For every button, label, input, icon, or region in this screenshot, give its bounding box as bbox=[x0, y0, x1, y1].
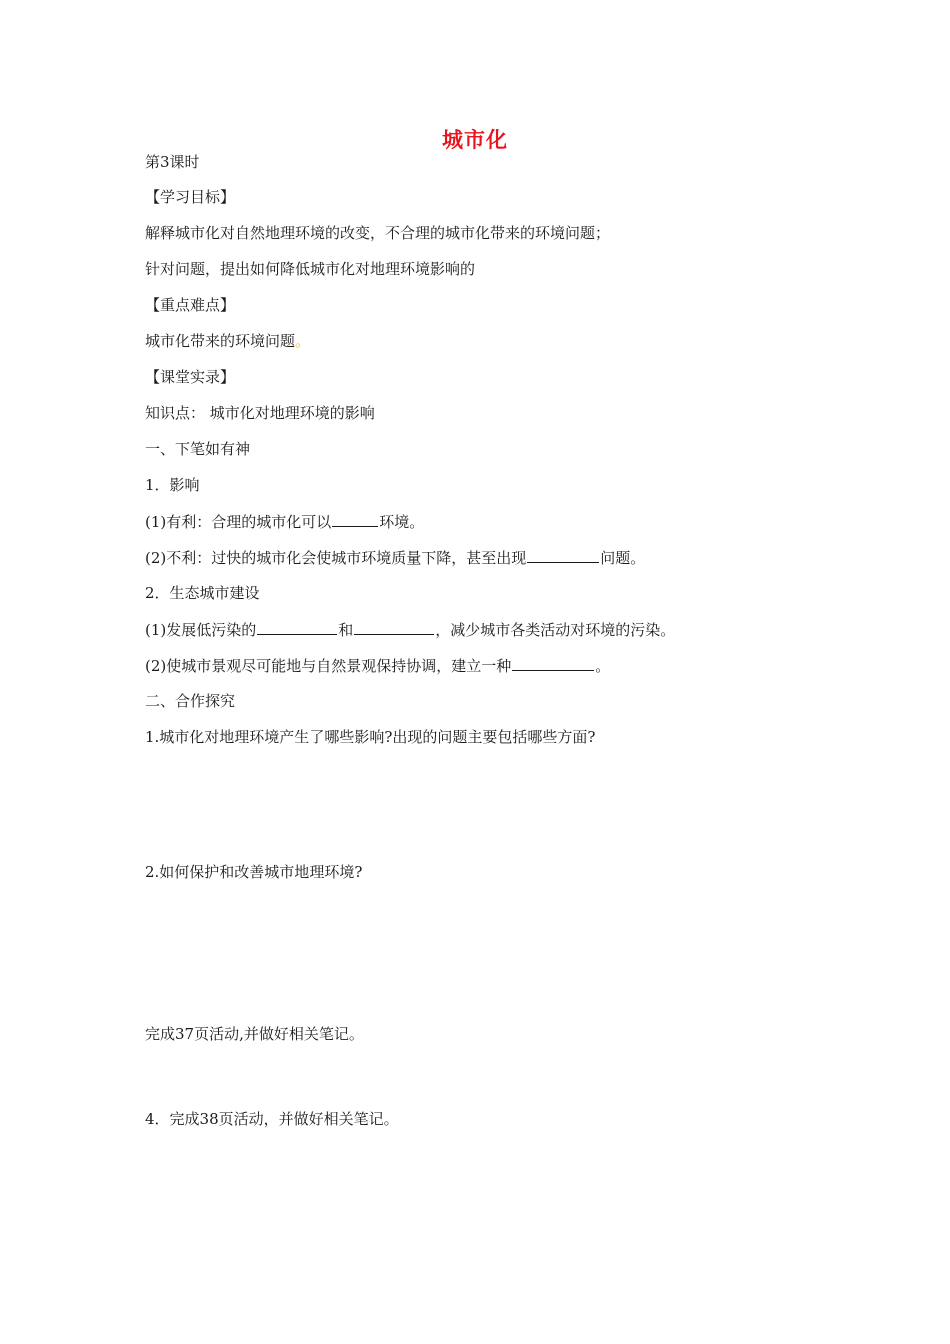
fill-blank-1[interactable] bbox=[332, 511, 378, 527]
item-2-1-text-b: 和 bbox=[338, 621, 354, 639]
goals-heading: 【学习目标】 bbox=[145, 188, 236, 206]
fill-blank-3[interactable] bbox=[257, 619, 337, 635]
item-1-1-text-b: 环境。 bbox=[379, 513, 425, 531]
item-1-2-text-b: 问题。 bbox=[600, 549, 646, 567]
item-1-2 bbox=[145, 547, 645, 568]
section-2-heading: 二、合作探究 bbox=[145, 692, 236, 710]
key-text: 城市化带来的环境问题 bbox=[145, 332, 296, 350]
goal-2: 针对问题，提出如何降低城市化对地理环境影响的 bbox=[145, 260, 476, 278]
goal-1: 解释城市化对自然地理环境的改变，不合理的城市化带来的环境问题； bbox=[145, 224, 611, 242]
item-1-1-text-a: (1)有利：合理的城市化可以 bbox=[145, 513, 332, 531]
key-text-end: 。 bbox=[295, 332, 311, 350]
page-title: 城市化 bbox=[442, 128, 508, 152]
knowledge-point: 知识点： 城市化对地理环境的影响 bbox=[145, 404, 375, 422]
item-2-2-text-a: (2)使城市景观尽可能地与自然景观保持协调，建立一种 bbox=[145, 657, 512, 675]
item-2-1 bbox=[145, 619, 675, 640]
item-1-2-text-a: (2)不利：过快的城市化会使城市环境质量下降，甚至出现 bbox=[145, 549, 527, 567]
item-2-2 bbox=[145, 655, 610, 676]
item-1-1 bbox=[145, 511, 424, 532]
fill-blank-2[interactable] bbox=[527, 547, 599, 563]
item-1-heading: 1．影响 bbox=[145, 476, 200, 494]
section-1-heading: 一、下笔如有神 bbox=[145, 440, 251, 458]
lesson-number: 第3课时 bbox=[145, 153, 200, 171]
item-2-2-text-b: 。 bbox=[595, 657, 611, 675]
item-2-heading: 2．生态城市建设 bbox=[145, 584, 260, 602]
key-text-line bbox=[145, 331, 310, 351]
class-heading: 【课堂实录】 bbox=[145, 368, 236, 386]
task-3: 完成37页活动,并做好相关笔记。 bbox=[145, 1025, 364, 1043]
question-2: 2.如何保护和改善城市地理环境? bbox=[145, 863, 363, 881]
key-heading: 【重点难点】 bbox=[145, 296, 236, 314]
task-4: 4．完成38页活动，并做好相关笔记。 bbox=[145, 1110, 399, 1128]
item-2-1-text-a: (1)发展低污染的 bbox=[145, 621, 257, 639]
fill-blank-5[interactable] bbox=[512, 655, 594, 671]
fill-blank-4[interactable] bbox=[354, 619, 434, 635]
item-2-1-text-c: ，减少城市各类活动对环境的污染。 bbox=[435, 621, 676, 639]
question-1: 1.城市化对地理环境产生了哪些影响?出现的问题主要包括哪些方面? bbox=[145, 728, 596, 746]
